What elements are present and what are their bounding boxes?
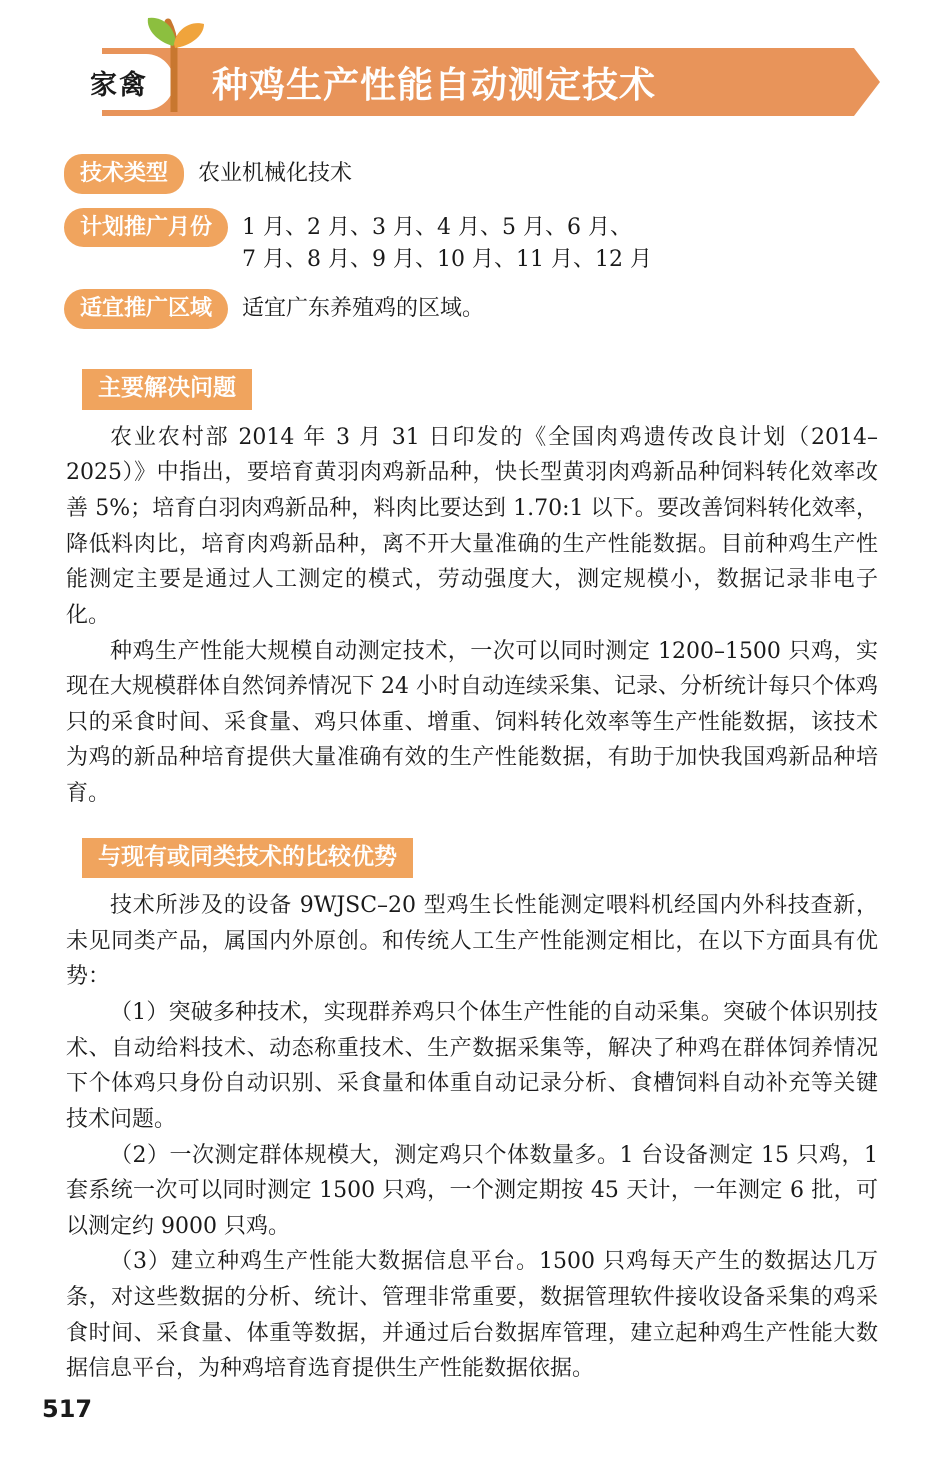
- paragraph: 种鸡生产性能大规模自动测定技术，一次可以同时测定 1200–1500 只鸡，实现在大规模群体自然饲养情况下 24 小时自动连续采集、记录、分析统计每只个体鸡只的采食时间、采食量、鸡只体重、增重、饲料转化效率等生产性能数据，该技术为鸡的新品种培育提供大量准确有效的生产性能数据，有助于加快我国鸡新品种培育。: [66, 638, 878, 806]
- paragraph: 技术所涉及的设备 9WJSC–20 型鸡生长性能测定喂料机经国内外科技查新，未见同类产品，属国内外原创。和传统人工生产性能测定相比，在以下方面具有优势：: [66, 893, 878, 990]
- meta-value-line: 适宜广东养殖鸡的区域。: [242, 296, 485, 322]
- meta-row-promotion-region: [64, 289, 880, 329]
- paragraph: （3）建立种鸡生产性能大数据信息平台。1500 只鸡每天产生的数据达几万条，对这些数据的分析、统计、管理非常重要，数据管理软件接收设备采集的鸡采食时间、采食量、体重等数据，并通过后台数据库管理，建立起种鸡生产性能大数据信息平台，为种鸡培育选育提供生产性能数据依据。: [66, 1249, 878, 1382]
- meta-label: 技术类型: [64, 154, 184, 194]
- paragraph: （1）突破多种技术，实现群养鸡只个体生产性能的自动采集。突破个体识别技术、自动给料技术、动态称重技术、生产数据采集等，解决了种鸡在群体饲养情况下个体鸡只身份自动识别、采食量和体重自动记录分析、食槽饲料自动补充等关键技术问题。: [66, 1000, 878, 1132]
- page-title: 种鸡生产性能自动测定技术: [212, 64, 657, 106]
- page-number: 517: [42, 1395, 93, 1423]
- title-banner: [90, 48, 880, 116]
- meta-value: [242, 208, 652, 276]
- section-heading-comparative-advantages: 与现有或同类技术的比较优势: [82, 838, 413, 879]
- meta-row-promotion-months: [64, 208, 880, 276]
- meta-value-line: 农业机械化技术: [198, 161, 353, 186]
- meta-value: [242, 289, 484, 325]
- leaf-icon: [128, 16, 218, 112]
- paragraph: 农业农村部 2014 年 3 月 31 日印发的《全国肉鸡遗传改良计划（2014–2025）》中指出，要培育黄羽肉鸡新品种，快长型黄羽肉鸡新品种饲料转化效率改善 5%；培育白羽肉鸡新品种，料肉比要达到 1.70:1 以下。要改善饲料转化效率，降低料肉比，培育肉鸡新品种，离不开大量准确的生产性能数据。目前种鸡生产性能测定主要是通过人工测定的模式，劳动强度大，测定规模小，数据记录非电子化。: [66, 424, 878, 628]
- meta-label: 计划推广月份: [64, 208, 228, 248]
- meta-list: [64, 154, 880, 329]
- category-badge-label: 家禽: [90, 69, 148, 101]
- meta-value-line: 7 月、8 月、9 月、10 月、11 月、12 月: [242, 246, 652, 272]
- meta-value: [198, 154, 352, 190]
- section-heading-main-problems: 主要解决问题: [82, 369, 252, 410]
- meta-value-line: 1 月、2 月、3 月、4 月、5 月、6 月、: [242, 214, 632, 240]
- document-page: [0, 48, 944, 1465]
- meta-row-technology-type: [64, 154, 880, 194]
- paragraph: （2）一次测定群体规模大，测定鸡只个体数量多。1 台设备测定 15 只鸡，1 套系统一次可以同时测定 1500 只鸡，一个测定期按 45 天计，一年测定 6 批，可以测定约 9000 只鸡。: [66, 1142, 878, 1239]
- meta-label: 适宜推广区域: [64, 289, 228, 329]
- page-header: [64, 48, 880, 128]
